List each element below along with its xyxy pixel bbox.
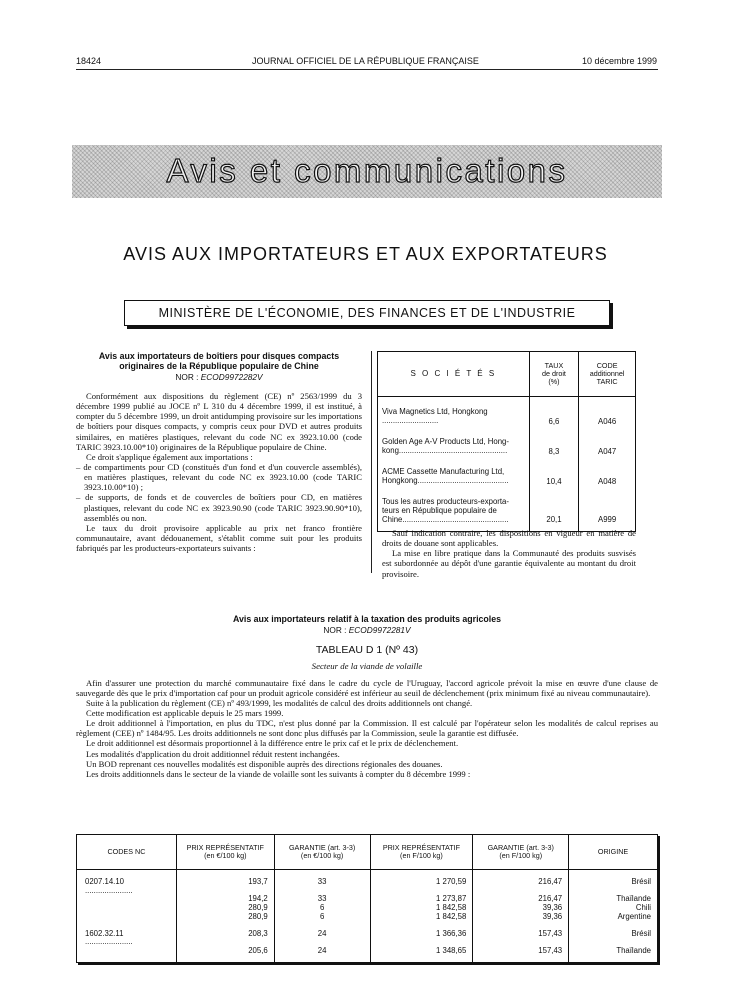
prix-euro: 280,9 (176, 904, 274, 913)
table-header-row (77, 835, 658, 870)
notice1-body (76, 351, 362, 553)
origine: Argentine (569, 913, 658, 922)
taux-value: 20,1 (529, 497, 579, 531)
header-divider (76, 69, 658, 70)
table-row (77, 922, 658, 947)
header-origine: ORIGINE (569, 835, 658, 870)
garantie-franc: 39,36 (473, 913, 569, 922)
garantie-euro: 24 (274, 947, 370, 962)
prix-franc: 1 270,59 (370, 870, 473, 896)
notice2-paragraph: Cette modification est applicable depuis le 25 mars 1999. (86, 708, 284, 719)
origine: Brésil (569, 870, 658, 896)
section-banner (72, 145, 662, 198)
notice2-paragraph: Les droits additionnels dans le secteur de la viande de volaille sont les suivants à compter du 8 décembre 1999 : (86, 768, 471, 779)
code-value: A999 (579, 497, 636, 531)
secteur-title: Secteur de la viande de volaille (311, 661, 423, 672)
code-nc: 0207.14.10 ...................... (77, 870, 177, 896)
societe-name: Viva Magnetics Ltd, Hongkong .......................... (378, 407, 530, 427)
garantie-franc: 39,36 (473, 904, 569, 913)
prix-franc: 1 842,58 (370, 904, 473, 913)
nor-code: ECOD9972282V (200, 372, 263, 383)
table-row (77, 904, 658, 913)
notice1-paragraph: Conformément aux dispositions du règlement (CE) nº 2563/1999 du 3 décembre 1999 publié au JOCE nº L 310 du 4 décembre 1999, il est institué, à compter du 5 décembre 1999, un droit antidumping provisoire sur les importations de boîtiers pour disques compacts, y compris ceux pour DVD et autres produits similaires, en matières plastiques, relevant du code NC ex 3923.10.00 (code TARIC 3923.10.00*10) originaires de la République populaire de Chine. (76, 391, 362, 452)
garantie-euro: 33 (274, 895, 370, 904)
page-number: 18424 (76, 56, 102, 66)
notice1-dash-item: – de compartiments pour CD (constitués d'un fond et d'un couvercle assemblés), en matières plastiques, relevant du code NC ex 3923.10.00 (code TARIC 3923.10.00*10) ; (76, 461, 362, 493)
garantie-franc: 157,43 (473, 922, 569, 947)
societe-name: Golden Age A-V Products Ltd, Hong- kong.................................................. (378, 437, 530, 457)
prix-franc: 1 366,36 (370, 922, 473, 947)
code-nc (77, 947, 177, 962)
notice2-nor (76, 626, 658, 636)
prix-euro: 280,9 (176, 913, 274, 922)
notice2-body (76, 614, 658, 779)
code-nc (77, 904, 177, 913)
prix-franc: 1 348,65 (370, 947, 473, 962)
notice1-right-text (382, 528, 636, 579)
notice1-paragraph: Sauf indication contraire, les dispositions en vigueur en matière de droits de douane sont applicables. (382, 528, 636, 549)
taux-value: 8,3 (529, 437, 579, 457)
societe-name: ACME Cassette Manufacturing Ltd, Hongkong.......................................... (378, 467, 530, 487)
header-codes-nc: CODES NC (77, 835, 177, 870)
table-row (77, 913, 658, 922)
table-row (77, 947, 658, 962)
societes-table (377, 351, 636, 532)
taux-value: 6,6 (529, 407, 579, 427)
notice1-nor (76, 373, 362, 383)
table-row (378, 497, 636, 531)
notice2-paragraph: Les modalités d'application du droit additionnel réduit restent inchangées. (86, 748, 340, 759)
garantie-franc: 216,47 (473, 870, 569, 896)
header-taux: TAUX de droit (%) (529, 352, 579, 397)
tableau-title: TABLEAU D 1 (Nº 43) (315, 643, 419, 656)
garantie-franc: 157,43 (473, 947, 569, 962)
code-value: A047 (579, 437, 636, 457)
header-code: CODE additionnel TARIC (579, 352, 636, 397)
taux-value: 10,4 (529, 467, 579, 487)
ministry-name: MINISTÈRE DE L'ÉCONOMIE, DES FINANCES ET DE L'INDUSTRIE (158, 305, 576, 320)
notice1-paragraph: La mise en libre pratique dans la Communauté des produits susvisés est subordonnée au dépôt d'une garantie équivalente au montant du droit provisoire. (382, 548, 636, 579)
notice2-paragraph: Le droit additionnel à l'importation, en plus du TDC, n'est plus donné par la Commission. Il est calculé par l'opérateur selon les modalités de calcul reprises au règlement (CEE) nº 1484/95. Les droits additionnels ne sont donc plus diffusés par la Commission, seule la garantie est diffusée. (76, 718, 658, 739)
prix-franc: 1 842,58 (370, 913, 473, 922)
section-title: AVIS AUX IMPORTATEURS ET AUX EXPORTATEURS (123, 244, 608, 264)
garantie-euro: 24 (274, 922, 370, 947)
garantie-euro: 6 (274, 904, 370, 913)
header-prix-franc: PRIX REPRÉSENTATIF (en F/100 kg) (370, 835, 473, 870)
nor-code: ECOD9972281V (348, 625, 411, 636)
notice2-paragraph: Le droit additionnel est désormais proportionnel à la différence entre le prix caf et le prix de déclenchement. (86, 738, 459, 749)
code-value: A048 (579, 467, 636, 487)
origine: Thaïlande (569, 947, 658, 962)
notice1-paragraph: Ce droit s'applique également aux importations : (86, 451, 253, 462)
notice2-paragraph: Suite à la publication du règlement (CE) nº 493/1999, les modalités de calcul des droits additionnels ont changé. (86, 697, 473, 708)
origine: Chili (569, 904, 658, 913)
ministry-box (124, 300, 610, 326)
notice1-title: Avis aux importateurs de boîtiers pour disques compacts originaires de la République populaire de Chine (98, 351, 340, 372)
code-nc: 1602.32.11 ...................... (77, 922, 177, 947)
garantie-euro: 6 (274, 913, 370, 922)
prix-euro: 194,2 (176, 895, 274, 904)
header-garantie-franc: GARANTIE (art. 3-3) (en F/100 kg) (473, 835, 569, 870)
table-row (378, 467, 636, 487)
prix-franc: 1 273,87 (370, 895, 473, 904)
notice2-title: Avis aux importateurs relatif à la taxation des produits agricoles (232, 614, 502, 624)
nor-label: NOR : (175, 372, 201, 383)
header-garantie-euro: GARANTIE (art. 3-3) (en €/100 kg) (274, 835, 370, 870)
garantie-euro: 33 (274, 870, 370, 896)
code-value: A046 (579, 407, 636, 427)
notice2-paragraph: Afin d'assurer une protection du marché communautaire fixé dans le cadre du cycle de l'Uruguay, l'accord agricole prévoit la mise en œuvre d'une clause de sauvegarde dès que le prix d'importation caf pour un produit agricole considéré est inférieur au seuil de déclenchement (prix minimum fixé au niveau communautaire). (76, 677, 658, 698)
prix-euro: 205,6 (176, 947, 274, 962)
code-nc (77, 895, 177, 904)
prix-euro: 208,3 (176, 922, 274, 947)
origine: Brésil (569, 922, 658, 947)
table-row (77, 895, 658, 904)
origine: Thaïlande (569, 895, 658, 904)
table-row (77, 870, 658, 896)
notice2-paragraph: Un BOD reprenant ces nouvelles modalités est disponible auprès des directions régionales des douanes. (86, 758, 443, 769)
notice1-dash-item: – de supports, de fonds et de couvercles de boîtiers pour CD, en matières plastiques, relevant du code NC ex 3923.90.90 (code TARIC 3923.90.90*10), assemblés ou non. (76, 492, 362, 523)
prix-euro: 193,7 (176, 870, 274, 896)
column-divider (371, 351, 372, 573)
viande-volaille-table (76, 834, 658, 963)
table-row (378, 437, 636, 457)
societe-name: Tous les autres producteurs-exporta- teurs en République populaire de Chine................................................. (378, 497, 530, 531)
nor-label: NOR : (323, 625, 349, 636)
journal-title: JOURNAL OFFICIEL DE LA RÉPUBLIQUE FRANÇAISE (252, 56, 479, 66)
garantie-franc: 216,47 (473, 895, 569, 904)
code-nc (77, 913, 177, 922)
table-header-row (378, 352, 636, 397)
header-prix-euro: PRIX REPRÉSENTATIF (en €/100 kg) (176, 835, 274, 870)
issue-date: 10 décembre 1999 (581, 56, 657, 66)
notice1-paragraph: Le taux du droit provisoire applicable au prix net franco frontière communautaire, avant dédouanement, s'établit comme suit pour les produits fabriqués par les producteurs-exportateurs suivants : (76, 522, 362, 554)
banner-title: Avis et communications (166, 152, 568, 190)
table-row (378, 407, 636, 427)
header-societes: S O C I É T É S (378, 352, 530, 397)
